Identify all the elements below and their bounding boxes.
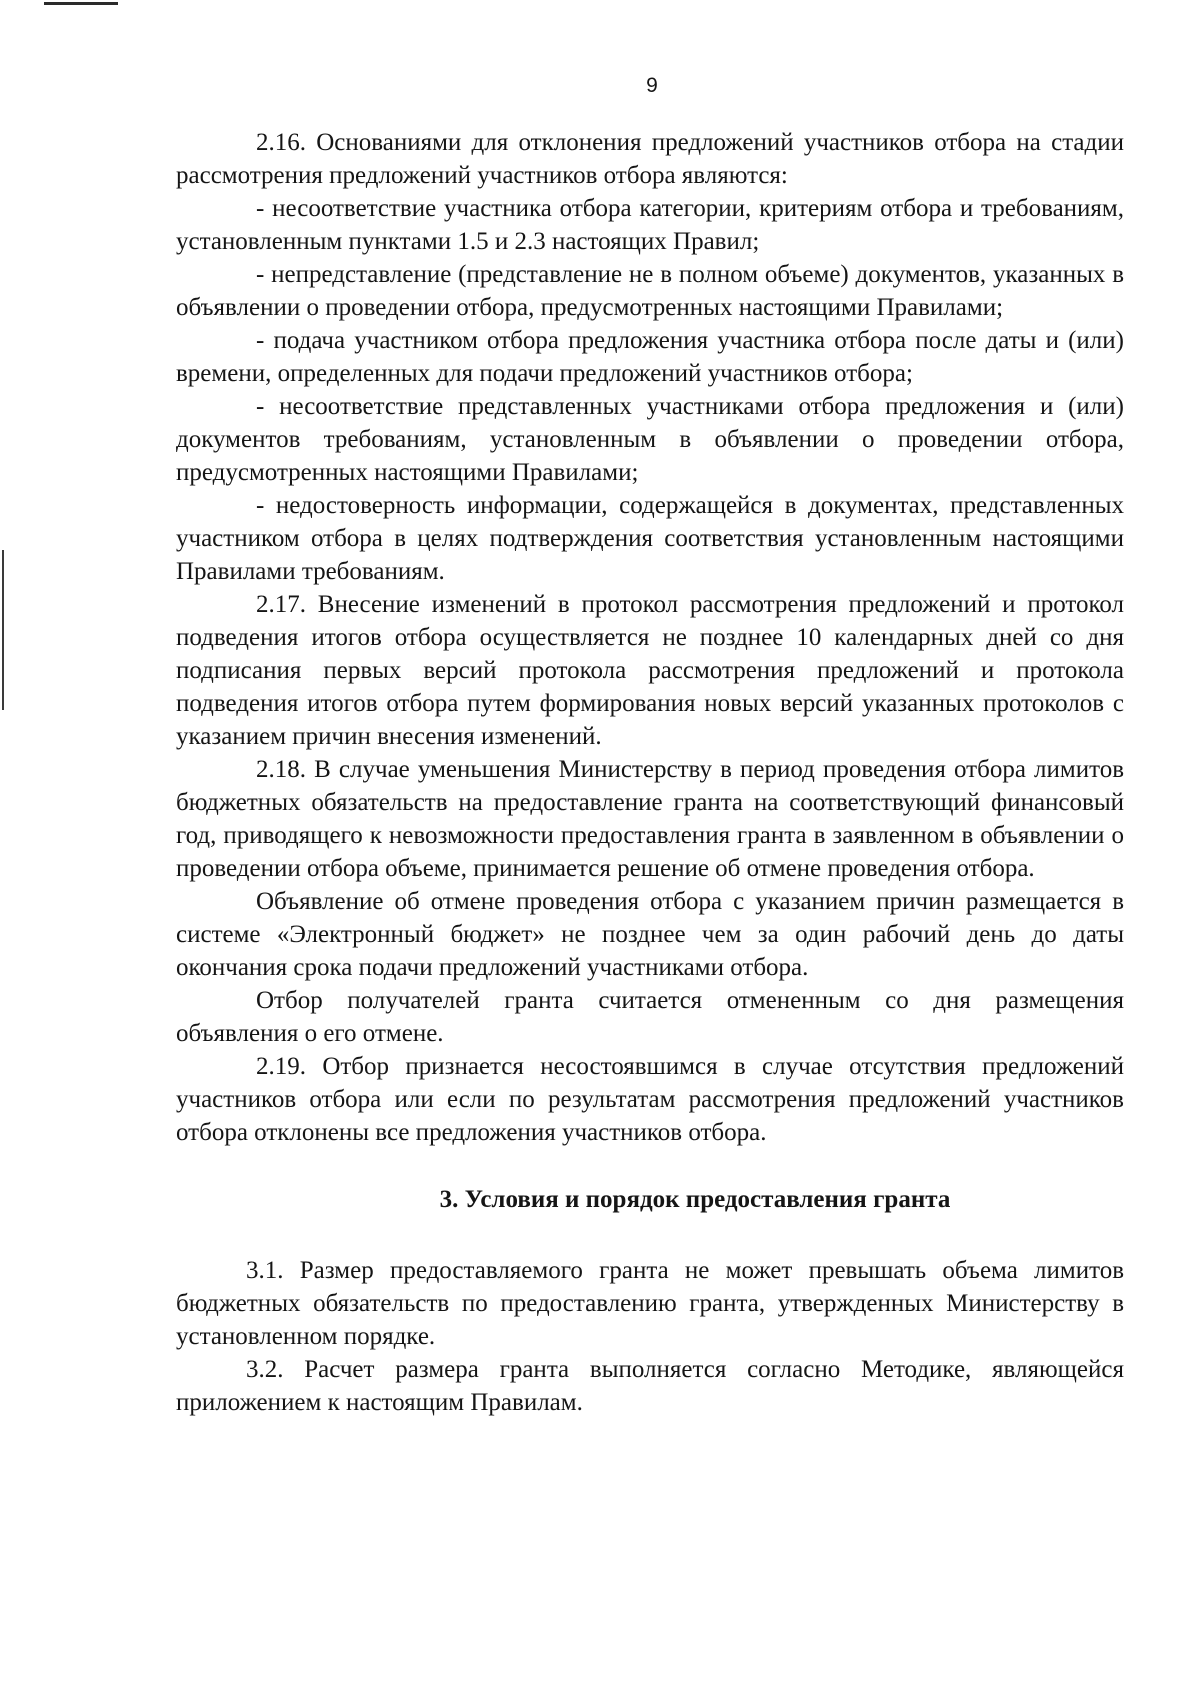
paragraph-2-17: 2.17. Внесение изменений в протокол рассмотрения предложений и протокол подведения итогов отбора осуществляется не позднее 10 календарных дней со дня подписания первых версий протокола рассмотрения предложений и протокола подведения итогов отбора путем формирования новых версий указанных протоколов с указанием причин внесения изменений. <box>176 591 1124 750</box>
paragraph-cancellation-notice: Объявление об отмене проведения отбора с указанием причин размещается в системе «Электронный бюджет» не позднее чем за один рабочий день до даты окончания срока подачи предложений участниками отбора. <box>176 888 1124 981</box>
paragraph-3-2: 3.2. Расчет размера гранта выполняется согласно Методике, являющейся приложением к настоящим Правилам. <box>176 1356 1124 1416</box>
paragraph-2-19: 2.19. Отбор признается несостоявшимся в случае отсутствия предложений участников отбора или если по результатам рассмотрения предложений участников отбора отклонены все предложения участников отбора. <box>176 1053 1124 1146</box>
spacer <box>176 1216 1124 1254</box>
document-body <box>176 126 1124 1419</box>
paragraph-3-1: 3.1. Размер предоставляемого гранта не может превышать объема лимитов бюджетных обязательств по предоставлению гранта, утвержденных Министерству в установленном порядке. <box>176 1257 1124 1350</box>
paragraph-2-18: 2.18. В случае уменьшения Министерству в период проведения отбора лимитов бюджетных обязательств на предоставление гранта на соответствующий финансовый год, приводящего к невозможности предоставления гранта в заявленном в объявлении о проведении отбора объеме, принимается решение об отмене проведения отбора. <box>176 756 1124 882</box>
list-item-documents-missing: - непредставление (представление не в полном объеме) документов, указанных в объявлении о проведении отбора, предусмотренных настоящими Правилами; <box>176 261 1124 321</box>
scan-mark-left <box>2 550 4 710</box>
spacer <box>176 1149 1124 1183</box>
list-item-late-submission: - подача участником отбора предложения участника отбора после даты и (или) времени, определенных для подачи предложений участников отбора; <box>176 327 1124 387</box>
list-item-unreliable-info: - недостоверность информации, содержащейся в документах, представленных участником отбора в целях подтверждения соответствия установленным настоящими Правилами требованиям. <box>176 492 1124 585</box>
scan-mark-top <box>44 2 118 5</box>
page-number: 9 <box>646 74 658 97</box>
list-item-category-mismatch: - несоответствие участника отбора категории, критериям отбора и требованиям, установленным пунктами 1.5 и 2.3 настоящих Правил; <box>176 195 1124 255</box>
section-3-heading: 3. Условия и порядок предоставления гранта <box>439 1186 951 1213</box>
list-item-requirements-mismatch: - несоответствие представленных участниками отбора предложения и (или) документов требованиям, установленным в объявлении о проведении отбора, предусмотренных настоящими Правилами; <box>176 393 1124 486</box>
paragraph-2-16: 2.16. Основаниями для отклонения предложений участников отбора на стадии рассмотрения предложений участников отбора являются: <box>176 129 1124 189</box>
paragraph-selection-cancelled: Отбор получателей гранта считается отмененным со дня размещения объявления о его отмене. <box>176 987 1124 1047</box>
